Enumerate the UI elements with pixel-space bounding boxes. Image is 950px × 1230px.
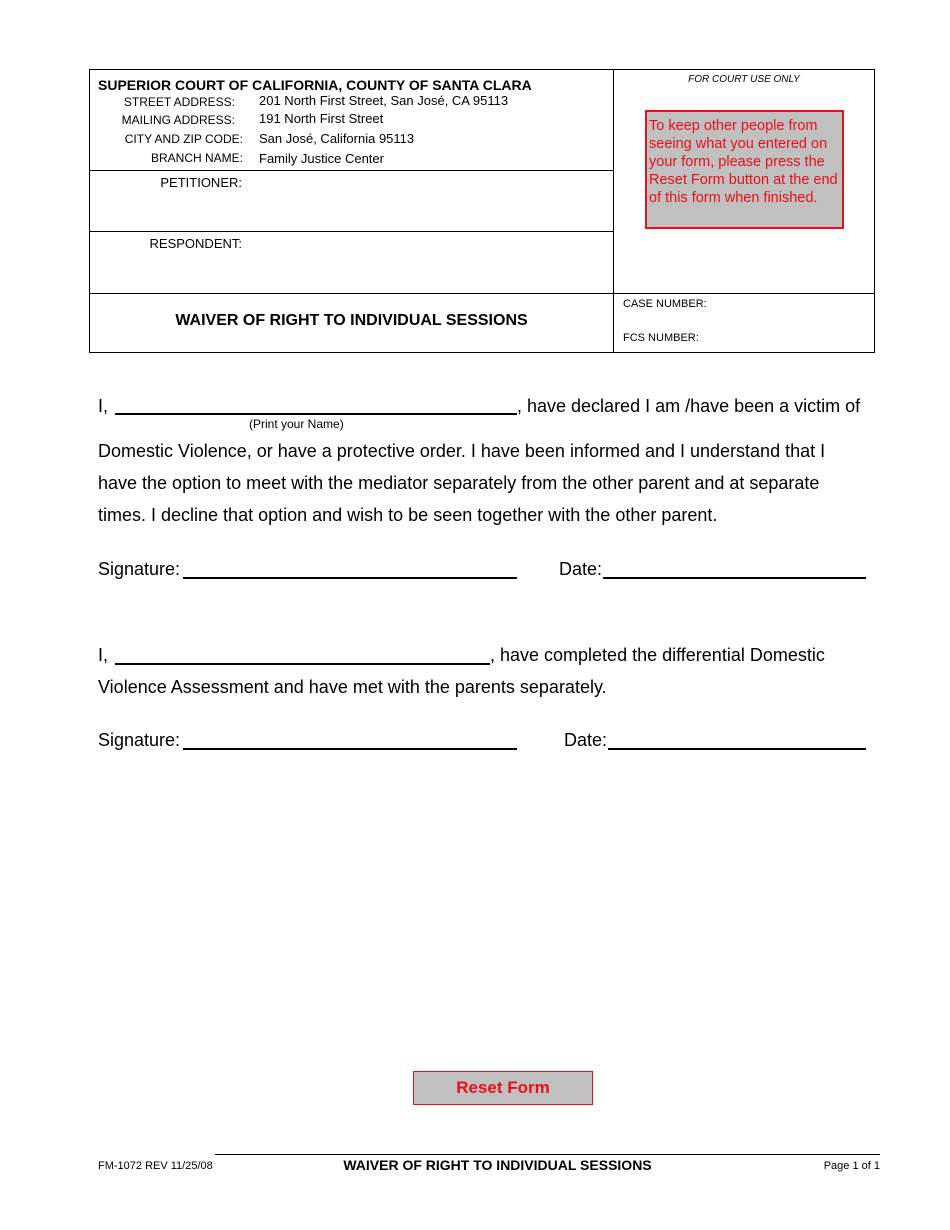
print-name-caption: (Print your Name) [249, 417, 344, 431]
reset-notice: To keep other people from seeing what you entered on your form, please press the Reset Form button at the end of this form when finished. [645, 110, 844, 229]
footer-rule [215, 1154, 880, 1155]
section2-line-2: Violence Assessment and have met with the parents separately. [98, 677, 607, 697]
footer-page: Page 1 of 1 [823, 1160, 880, 1172]
divider-petitioner [89, 231, 614, 232]
section1-date-label: Date: [559, 559, 603, 579]
petitioner-input[interactable] [250, 174, 605, 224]
box-top-border [89, 69, 875, 70]
court-title: SUPERIOR COURT OF CALIFORNIA, COUNTY OF SANTA CLARA [98, 77, 532, 93]
section1-signature-underline [183, 577, 517, 579]
mailing-address-label: MAILING ADDRESS: [121, 113, 235, 127]
fcs-number-input[interactable] [705, 330, 870, 348]
street-address-label: STREET ADDRESS: [123, 95, 235, 109]
petitioner-label: PETITIONER: [160, 175, 242, 190]
footer-form-id: FM-1072 REV 11/25/08 [98, 1160, 213, 1172]
section1-line-3: times. I decline that option and wish to be seen together with the other parent. [98, 505, 718, 525]
section1-after-name: , have declared I am /have been a victim of [517, 396, 861, 416]
section2-date-underline [608, 748, 866, 750]
respondent-input[interactable] [250, 235, 605, 287]
section1-name-underline [115, 413, 517, 415]
city-zip-value: San José, California 95113 [259, 131, 415, 146]
branch-name-label: BRANCH NAME: [150, 151, 243, 165]
city-zip-label: CITY AND ZIP CODE: [124, 132, 243, 146]
section2-after-name: , have completed the differential Domestic [490, 645, 825, 665]
divider-title-row [89, 293, 875, 294]
fcs-number-label: FCS NUMBER: [623, 332, 699, 344]
branch-name-value: Family Justice Center [259, 151, 384, 166]
section1-prefix: I, [98, 396, 109, 416]
reset-form-button[interactable]: Reset Form [413, 1071, 593, 1105]
section1-date-input[interactable] [606, 556, 863, 576]
section1-line-1: Domestic Violence, or have a protective order. I have been informed and I understand that I [98, 441, 826, 461]
mailing-address-value: 191 North First Street [259, 111, 384, 126]
respondent-label: RESPONDENT: [149, 236, 242, 251]
section2-date-label: Date: [564, 730, 608, 750]
section2-name-input[interactable] [117, 642, 488, 662]
section2-name-underline [115, 663, 490, 665]
box-left-border [89, 69, 90, 353]
footer-title: WAIVER OF RIGHT TO INDIVIDUAL SESSIONS [343, 1157, 652, 1173]
case-number-label: CASE NUMBER: [623, 298, 707, 310]
section1-date-underline [603, 577, 866, 579]
box-bottom-border [89, 352, 875, 353]
section1-signature-input[interactable] [186, 556, 514, 576]
section1-name-input[interactable] [117, 392, 515, 412]
section2-signature-label: Signature: [98, 730, 181, 750]
case-number-input[interactable] [710, 296, 870, 314]
court-use-label: FOR COURT USE ONLY [688, 74, 800, 85]
section2-prefix: I, [98, 645, 109, 665]
section1-signature-label: Signature: [98, 559, 181, 579]
section2-signature-input[interactable] [186, 727, 514, 747]
box-right-border [874, 69, 875, 353]
section2-signature-underline [183, 748, 517, 750]
section2-date-input[interactable] [611, 727, 863, 747]
form-title: WAIVER OF RIGHT TO INDIVIDUAL SESSIONS [175, 312, 528, 329]
street-address-value: 201 North First Street, San José, CA 95113 [259, 93, 509, 108]
box-column-divider [613, 69, 614, 353]
divider-address [89, 170, 614, 171]
section1-line-2: have the option to meet with the mediator separately from the other parent and at separate [98, 473, 820, 493]
